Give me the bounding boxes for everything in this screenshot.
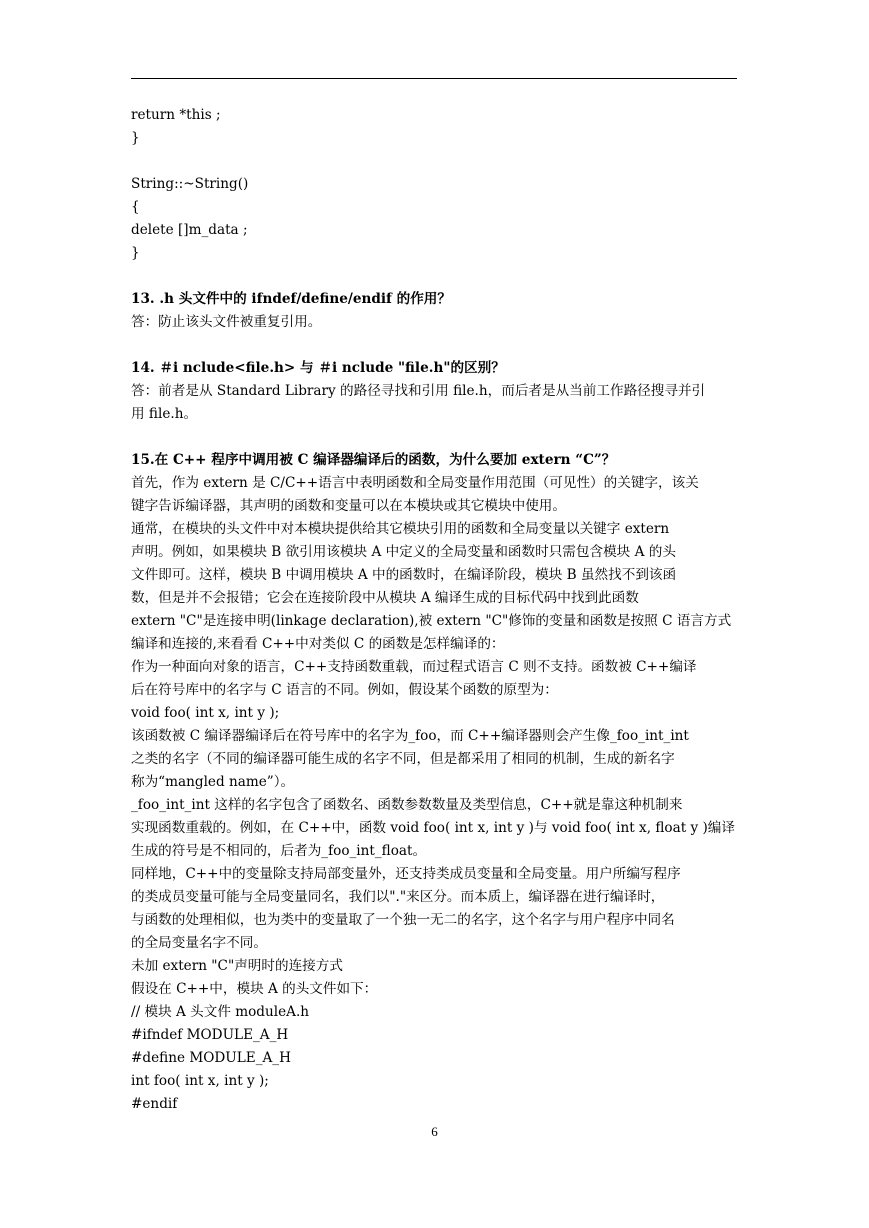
question-14-answer-line: 答：前者是从 Standard Library 的路径寻找和引用 file.h，而后者是从当前工作路径搜寻并引 [131,383,706,399]
body-line: void foo( int x, int y ); [131,705,280,721]
code-line: } [131,245,140,261]
spacer [131,150,737,173]
code-line: return *this ; [131,107,221,123]
body-line: 作为一种面向对象的语言，C++支持函数重载，而过程式语言 C 则不支持。函数被 C++编译 [131,659,697,675]
body-line: 首先，作为 extern 是 C/C++语言中表明函数和全局变量作用范围（可见性）的关键字，该关 [131,475,699,491]
question-13-answer: 答：防止该头文件被重复引用。 [131,314,322,330]
page-body [131,104,737,1116]
page-number: 6 [431,1124,438,1139]
code-line: #endif [131,1096,178,1112]
code-line: int foo( int x, int y ); [131,1073,269,1089]
body-line: 数，但是并不会报错；它会在连接阶段中从模块 A 编译生成的目标代码中找到此函数 [131,590,639,606]
body-line: 的类成员变量可能与全局变量同名，我们以"."来区分。而本质上，编译器在进行编译时， [131,889,665,905]
body-line: 的全局变量名字不同。 [131,935,267,951]
body-line: 之类的名字（不同的编译器可能生成的名字不同，但是都采用了相同的机制，生成的新名字 [131,751,675,767]
question-15-heading: 15.在 C++ 程序中调用被 C 编译器编译后的函数，为什么要加 extern “C”？ [131,452,616,468]
code-line: #ifndef MODULE_A_H [131,1027,289,1043]
body-line: 声明。例如，如果模块 B 欲引用该模块 A 中定义的全局变量和函数时只需包含模块 A 的头 [131,544,676,560]
spacer [131,426,737,449]
body-line: _foo_int_int 这样的名字包含了函数名、函数参数数量及类型信息，C++就是靠这种机制来 [131,797,683,813]
code-line: String::~String() [131,176,249,192]
question-13-heading: 13. .h 头文件中的 ifndef/define/endif 的作用？ [131,291,451,307]
spacer [131,265,737,288]
body-line: 该函数被 C 编译器编译后在符号库中的名字为_foo，而 C++编译器则会产生像_foo_int_int [131,728,689,744]
body-line: 称为“mangled name”）。 [131,774,295,790]
body-line: 通常，在模块的头文件中对本模块提供给其它模块引用的函数和全局变量以关键字 extern [131,521,670,537]
body-line: 生成的符号是不相同的，后者为_foo_int_float。 [131,843,427,859]
body-line: 同样地，C++中的变量除支持局部变量外，还支持类成员变量和全局变量。用户所编写程序 [131,866,681,882]
body-line: 后在符号库中的名字与 C 语言的不同。例如，假设某个函数的原型为： [131,682,558,698]
body-line: 文件即可。这样，模块 B 中调用模块 A 中的函数时，在编译阶段，模块 B 虽然找不到该函 [131,567,677,583]
body-line: 编译和连接的,来看看 C++中对类似 C 的函数是怎样编译的： [131,636,505,652]
body-line: 与函数的处理相似，也为类中的变量取了一个独一无二的名字，这个名字与用户程序中同名 [131,912,675,928]
code-line: // 模块 A 头文件 moduleA.h [131,1004,310,1020]
question-14-answer-line: 用 file.h。 [131,406,198,422]
code-line: } [131,130,140,146]
question-14-heading: 14. ＃i nclude<file.h> 与 ＃i nclude "file.h"的区别？ [131,360,505,376]
body-line: 键字告诉编译器，其声明的函数和变量可以在本模块或其它模块中使用。 [131,498,566,514]
body-line: 假设在 C++中，模块 A 的头文件如下： [131,981,378,997]
spacer [131,334,737,357]
body-line: extern "C"是连接申明(linkage declaration),被 extern "C"修饰的变量和函数是按照 C 语言方式 [131,613,732,629]
body-line: 实现函数重载的。例如，在 C++中，函数 void foo( int x, int y )与 void foo( int x, float y )编译 [131,820,735,836]
code-line: delete []m_data ; [131,222,248,238]
body-line: 未加 extern "C"声明时的连接方式 [131,958,343,974]
header-rule [131,78,737,79]
code-line: { [131,199,140,215]
code-line: #define MODULE_A_H [131,1050,291,1066]
